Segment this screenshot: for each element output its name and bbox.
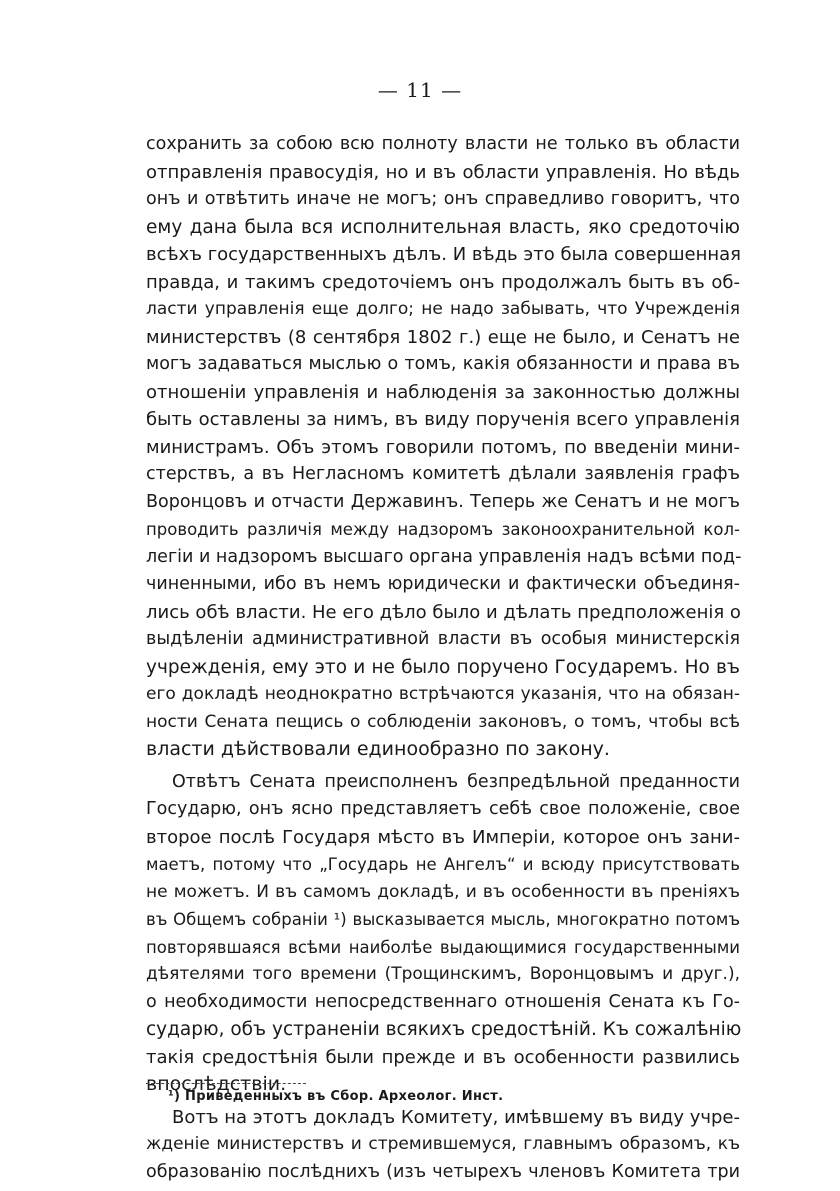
text-line: могъ задаваться мыслью о томъ, какія обязанности и права въ bbox=[146, 354, 740, 374]
text-line: маетъ, потому что „Государь не Ангелъ“ и всюду присутствовать bbox=[146, 855, 740, 874]
text-line: онъ и отвѣтить иначе не могъ; онъ справедливо говоритъ, что bbox=[146, 189, 740, 209]
text-line: ности Сената пещись о соблюденіи законовъ, о томъ, чтобы всѣ bbox=[146, 711, 740, 732]
body-text bbox=[146, 131, 740, 1186]
text-line: отправленія правосудія, но и въ области управленія. Но вѣдь bbox=[146, 161, 740, 183]
text-line: ему дана была вся исполнительная власть, яко средоточію bbox=[146, 216, 740, 238]
text-line: проводить различія между надзоромъ законоохранительной кол- bbox=[146, 520, 740, 539]
text-line: правда, и такимъ средоточіемъ онъ продолжалъ быть въ об- bbox=[146, 271, 740, 293]
text-line: не можетъ. И въ самомъ докладѣ, и въ особенности въ преніяхъ bbox=[146, 881, 740, 902]
text-line: легіи и надзоромъ высшаго органа управленія надъ всѣми под- bbox=[146, 546, 742, 567]
text-line: о необходимости непосредственнаго отношенія Сената къ Го- bbox=[146, 991, 740, 1012]
text-line: учрежденія, ему это и не было поручено Государемъ. Но въ bbox=[146, 656, 740, 678]
text-line: быть оставлены за нимъ, въ виду порученія всего управленія bbox=[146, 409, 740, 430]
text-line: министерствъ (8 сентября 1802 г.) еще не было, и Сенатъ не bbox=[146, 326, 740, 348]
text-line: въ Общемъ собраніи ¹) высказывается мысль, многократно потомъ bbox=[146, 910, 740, 929]
text-line: отношеніи управленія и наблюденія за законностью должны bbox=[146, 381, 740, 403]
text-line: жденіе министерствъ и стремившемуся, главнымъ образомъ, къ bbox=[146, 1134, 740, 1154]
paragraph bbox=[146, 1104, 740, 1187]
text-line: всѣхъ государственныхъ дѣлъ. И вѣдь это была совершенная bbox=[146, 244, 742, 265]
text-line: второе послѣ Государя мѣсто въ Имперіи, которое онъ зани- bbox=[146, 826, 740, 848]
text-line: власти дѣйствовали единообразно по закону. bbox=[146, 738, 610, 760]
page-number: — 11 — bbox=[377, 78, 463, 102]
text-line: сохранить за собою всю полноту власти не только въ области bbox=[146, 134, 740, 154]
text-line: стерствъ, а въ Негласномъ комитетѣ дѣлали заявленія графъ bbox=[146, 464, 740, 484]
text-line: чиненными, ибо въ немъ юридически и фактически объединя- bbox=[146, 574, 740, 594]
footnote: ¹) Приведенныхъ въ Сбор. Археолог. Инст. bbox=[168, 1089, 504, 1104]
text-line: его докладѣ неоднократно встрѣчаются указанія, что на обязан- bbox=[146, 684, 740, 704]
text-line: дѣятелями того времени (Трощинскимъ, Воронцовымъ и друг.), bbox=[146, 964, 740, 984]
text-line: такія средостѣнія были прежде и въ особенности развились bbox=[146, 1046, 740, 1068]
text-line: министрамъ. Объ этомъ говорили потомъ, по введеніи мини- bbox=[146, 436, 740, 458]
text-line: Вотъ на этотъ докладъ Комитету, имѣвшему въ виду учре- bbox=[172, 1106, 741, 1128]
text-line: ласти управленія еще долго; не надо забывать, что Учрежденія bbox=[146, 299, 740, 319]
text-line: Отвѣтъ Сената преисполненъ безпредѣльной преданности bbox=[172, 771, 740, 792]
text-line: повторявшаяся всѣми наиболѣе выдающимися государственными bbox=[146, 937, 740, 957]
text-line: Государю, онъ ясно представляетъ себѣ свое положеніе, свое bbox=[146, 799, 740, 819]
footnote-divider bbox=[146, 1083, 306, 1084]
text-line: лись обѣ власти. Не его дѣло было и дѣлать предположенія о bbox=[146, 601, 741, 623]
text-line: выдѣленіи административной власти въ особыя министерскія bbox=[146, 629, 740, 649]
text-line: Воронцовъ и отчасти Державинъ. Теперь же Сенатъ и не могъ bbox=[146, 491, 740, 512]
text-line: впослѣдствіи. bbox=[146, 1073, 287, 1095]
text-line: образованію послѣднихъ (изъ четырехъ членовъ Комитета три bbox=[146, 1161, 740, 1182]
paragraph bbox=[146, 131, 740, 764]
text-line: сударю, объ устраненіи всякихъ средостѣній. Къ сожалѣнію bbox=[146, 1019, 742, 1040]
paragraph bbox=[146, 769, 740, 1099]
